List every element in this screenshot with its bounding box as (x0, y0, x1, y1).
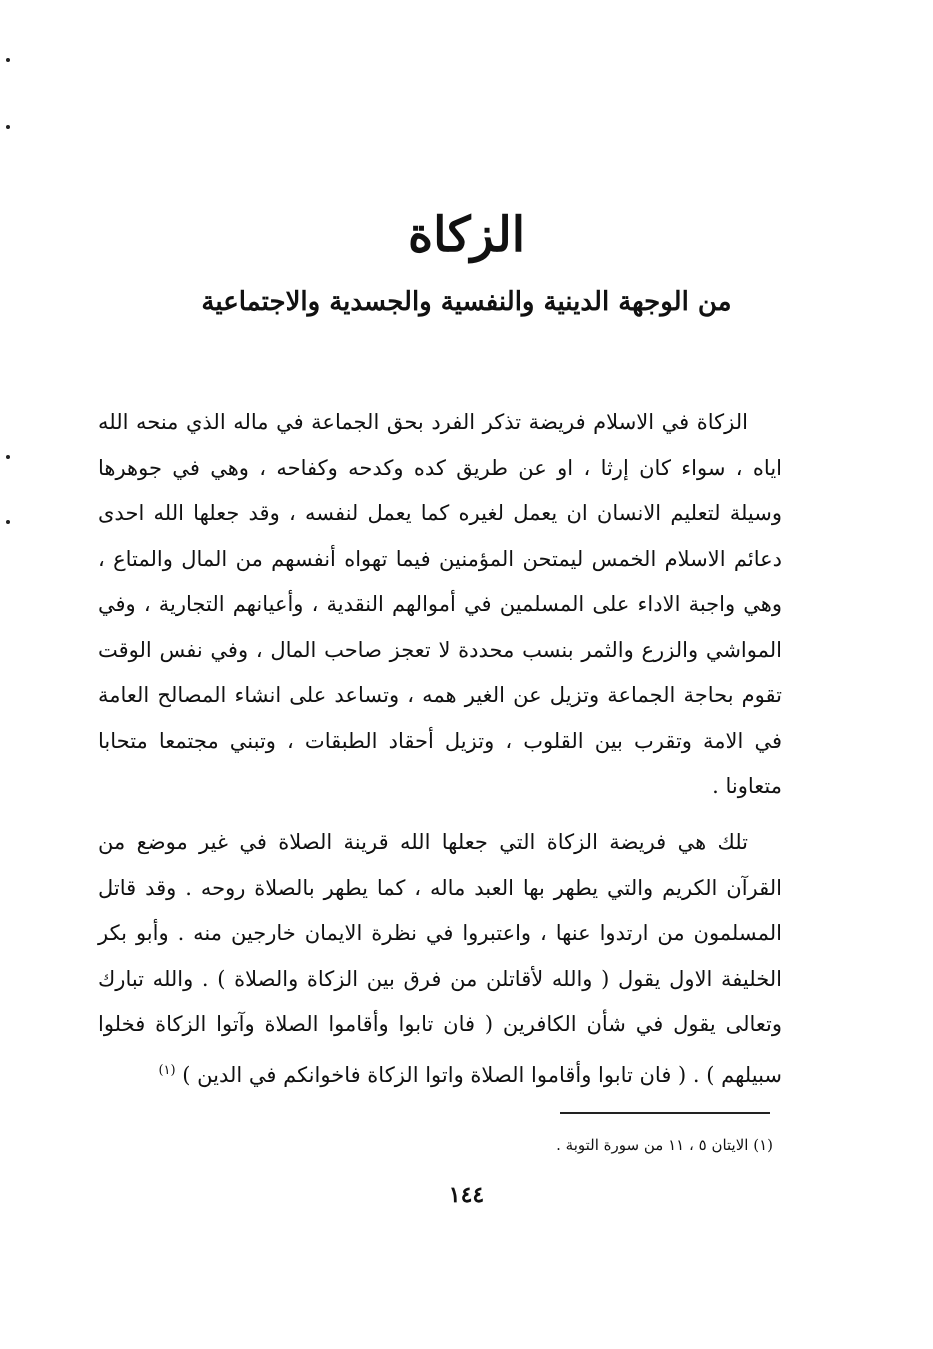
paragraph-2-text: تلك هي فريضة الزكاة التي جعلها الله قرينة الصلاة في غير موضع من القرآن الكريم والتي يطهر بها العبد ماله ، كما يطهر بالصلاة روحه . وقد قاتل المسلمون من ارتدوا عنها ، واعتبروا في نظرة الايمان خارجين منه . وأبو بكر الخليفة الاول يقول ( والله لأقاتلن من فرق بين الزكاة والصلاة ) . والله تبارك وتعالى يقول في شأن الكافرين ( فان تابوا وأقاموا الصلاة وآتوا الزكاة فخلوا سبيلهم ) . ( فان تابوا وأقاموا الصلاة واتوا الزكاة فاخوانكم في الدين ) (98, 830, 782, 1087)
footnote-marker: (١) (158, 1062, 176, 1078)
margin-dot (6, 125, 10, 129)
body-paragraph-2 (98, 820, 782, 1098)
footnote-divider (560, 1112, 770, 1114)
page-number: ١٤٤ (448, 1182, 485, 1208)
chapter-title: الزكاة (407, 207, 526, 263)
margin-dot (6, 58, 10, 62)
footnote: (١) الايتان ٥ ، ١١ من سورة التوبة . (556, 1136, 773, 1154)
margin-dot (6, 455, 10, 459)
chapter-subtitle: من الوجهة الدينية والنفسية والجسدية والاجتماعية (201, 287, 732, 317)
body-paragraph-1: الزكاة في الاسلام فريضة تذكر الفرد بحق الجماعة في ماله الذي منحه الله اياه ، سواء كان إرثا ، او عن طريق كده وكدحه وكفاحه ، وهي في جوهرها وسيلة لتعليم الانسان ان يعمل لغيره كما يعمل لنفسه ، وقد جعلها الله احدى دعائم الاسلام الخمس ليمتحن المؤمنين فيما تهواه أنفسهم من المال والمتاع ، وهي واجبة الاداء على المسلمين في أموالهم النقدية ، وأعيانهم التجارية ، وفي المواشي والزرع والثمر بنسب محددة لا تعجز صاحب المال ، وفي نفس الوقت تقوم بحاجة الجماعة وتزيل عن الغير همه ، وتساعد على انشاء المصالح العامة في الامة وتقرب بين القلوب ، وتزيل أحقاد الطبقات ، وتبني مجتمعا متحابا متعاونا . (98, 410, 782, 798)
margin-dot (6, 520, 10, 524)
